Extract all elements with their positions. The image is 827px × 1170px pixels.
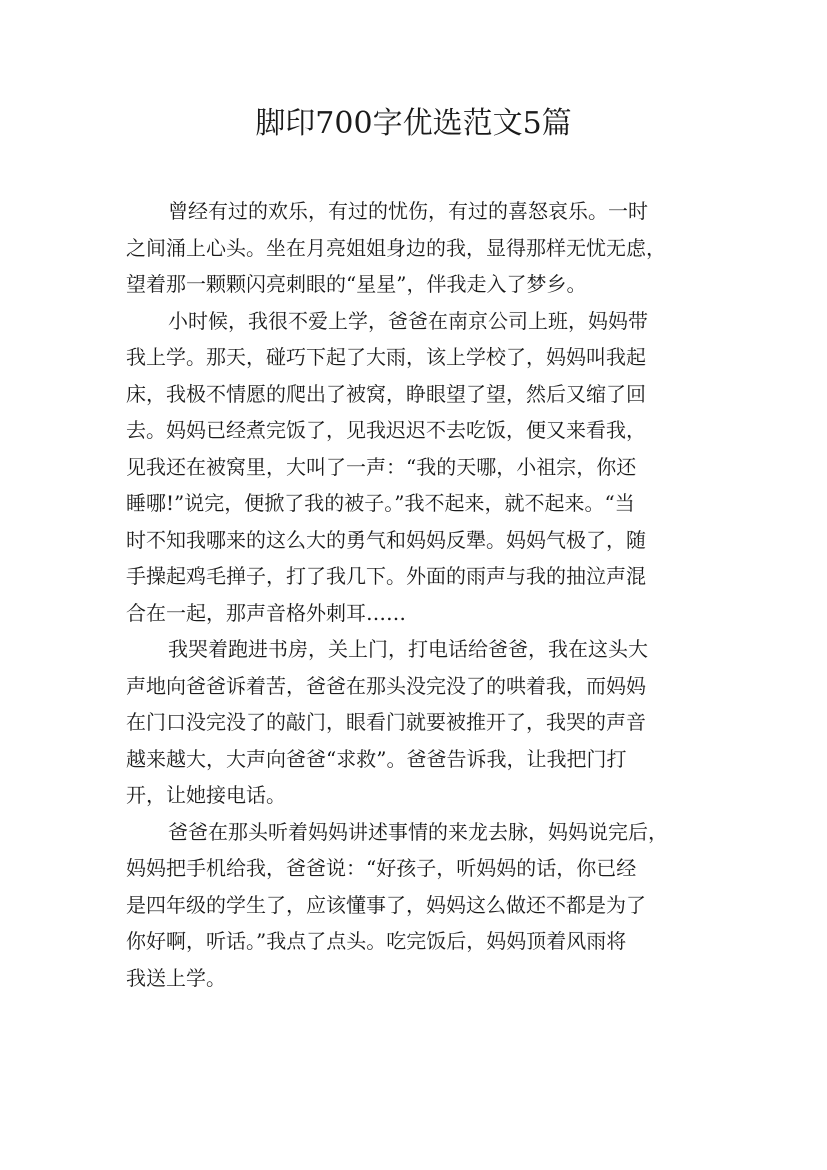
paragraph-2	[126, 303, 704, 632]
paragraph-line: 开，让她接电话。	[126, 783, 286, 807]
paragraph-line: 手操起鸡毛掸子，打了我几下。外面的雨声与我的抽泣声混	[126, 564, 646, 588]
paragraph-line: 合在一起，那声音格外刺耳……	[126, 600, 406, 625]
paragraph-line: 声地向爸爸诉着苦，爸爸在那头没完没了的哄着我，而妈妈	[126, 673, 646, 698]
document-body	[126, 193, 704, 996]
paragraph-line: 小时候，我很不爱上学，爸爸在南京公司上班，妈妈带	[168, 308, 648, 333]
paragraph-line: 去。妈妈已经煮完饭了，见我迟迟不去吃饭，便又来看我，	[126, 418, 646, 442]
paragraph-line: 我送上学。	[126, 965, 226, 990]
paragraph-line: 望着那一颗颗闪亮刺眼的“星星”，伴我走入了梦乡。	[126, 272, 587, 296]
paragraph-3	[126, 631, 704, 814]
page-title: 脚印700字优选范文5篇	[255, 106, 572, 141]
paragraph-line: 时不知我哪来的这么大的勇气和妈妈反犟。妈妈气极了，随	[126, 527, 646, 552]
paragraph-1	[126, 193, 704, 303]
paragraph-line: 曾经有过的欢乐，有过的忧伤，有过的喜怒哀乐。一时	[168, 199, 648, 223]
paragraph-line: 你好啊，听话。”我点了点头。吃完饭后，妈妈顶着风雨将	[126, 929, 627, 953]
paragraph-line: 爸爸在那头听着妈妈讲述事情的来龙去脉，妈妈说完后，	[168, 819, 668, 844]
paragraph-line: 越来越大，大声向爸爸“求救”。爸爸告诉我，让我把门打	[126, 746, 627, 771]
paragraph-line: 妈妈把手机给我，爸爸说：“好孩子，听妈妈的话，你已经	[126, 856, 637, 880]
paragraph-line: 睡哪!”说完，便掀了我的被子。”我不起来，就不起来。“当	[126, 491, 635, 515]
paragraph-line: 我上学。那天，碰巧下起了大雨，该上学校了，妈妈叫我起	[126, 345, 646, 369]
paragraph-line: 在门口没完没了的敲门，眼看门就要被推开了，我哭的声音	[126, 710, 646, 734]
paragraph-line: 我哭着跑进书房，关上门，打电话给爸爸，我在这头大	[168, 637, 648, 661]
paragraph-line: 床，我极不情愿的爬出了被窝，睁眼望了望，然后又缩了回	[126, 381, 646, 406]
paragraph-line: 之间涌上心头。坐在月亮姐姐身边的我，显得那样无忧无虑，	[126, 235, 666, 260]
paragraph-line: 是四年级的学生了，应该懂事了，妈妈这么做还不都是为了	[126, 892, 646, 917]
paragraph-4	[126, 814, 704, 997]
paragraph-line: 见我还在被窝里，大叫了一声：“我的天哪，小祖宗，你还	[126, 454, 637, 479]
